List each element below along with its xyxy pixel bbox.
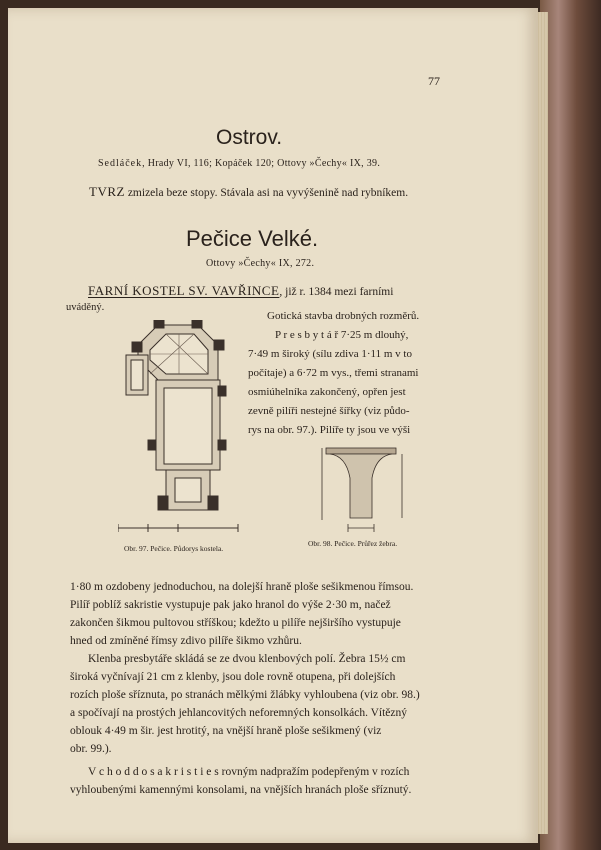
kostel-line-2: uváděný. bbox=[66, 302, 105, 313]
kostel-rest: , již r. 1384 mezi farními bbox=[279, 286, 394, 298]
page-number: 77 bbox=[428, 74, 440, 88]
right-col-line-7: rys na obr. 97.). Pilíře ty jsou ve výši bbox=[248, 424, 411, 436]
paragraph-line-8: a spočívají na prostých jehlancovitých neforemných konsolkách. Vítězný bbox=[70, 707, 408, 719]
figure-97-caption: Obr. 97. Pečice. Půdorys kostela. bbox=[124, 544, 224, 553]
floor-plan-figure bbox=[118, 320, 248, 540]
rib-section-figure bbox=[318, 438, 408, 538]
right-col-line-2: P r e s b y t á ř 7·25 m dlouhý, bbox=[275, 329, 409, 341]
book-cover-edge bbox=[540, 0, 601, 850]
section-title-pecice: Pečice Velké. bbox=[186, 226, 319, 251]
right-col-line-4: počítaje) a 6·72 m vys., třemi stranami bbox=[248, 367, 419, 379]
book-page bbox=[8, 8, 538, 843]
ostrov-reference bbox=[98, 158, 380, 169]
kostel-lead: FARNÍ KOSTEL SV. VAVŘINCE bbox=[88, 283, 280, 298]
paragraph-line-4: hned od zmíněné římsy zdivo pilíře šikmo vzhůru. bbox=[70, 635, 302, 647]
section-title-ostrov: Ostrov. bbox=[216, 126, 283, 149]
figure-98-caption: Obr. 98. Pečice. Průřez žebra. bbox=[308, 539, 398, 548]
paragraph-line-1: 1·80 m ozdobeny jednoduchou, na dolejší hraně ploše sešikmenou římsou. bbox=[70, 581, 414, 593]
paragraph-line-3: zakončen šikmou pultovou stříškou; kdežto u pilíře nejširšího vystupuje bbox=[70, 617, 401, 629]
right-col-line-6: zevně pilíři nestejné šířky (viz půdo- bbox=[248, 405, 410, 417]
paragraph-line-9: oblouk 4·49 m šir. jest hrotitý, na vnější hraně ploše sešikmený (viz bbox=[70, 725, 382, 737]
paragraph-line-7: rozích ploše sříznuta, po stranách mělkými žlábky vyhloubena (viz obr. 98.) bbox=[70, 689, 420, 701]
paragraph-line-10: obr. 99.). bbox=[70, 743, 112, 755]
right-col-line-3: 7·49 m široký (sílu zdiva 1·11 m v to bbox=[248, 348, 412, 360]
paragraph-line-2: Pilíř poblíž sakristie vystupuje pak jako hranol do výše 2·30 m, načež bbox=[70, 599, 391, 611]
paragraph-line-5: Klenba presbytáře skládá se ze dvou klenbových polí. Žebra 15½ cm bbox=[88, 653, 406, 665]
right-col-line-1: Gotická stavba drobných rozměrů. bbox=[267, 310, 420, 322]
tvrz-rest: zmizela beze stopy. Stávala asi na vyvýšenině nad rybníkem. bbox=[124, 187, 409, 199]
kostel-heading-line bbox=[88, 283, 393, 299]
reference-author: Sedláček bbox=[98, 158, 143, 169]
tvrz-lead: TVRZ bbox=[89, 184, 125, 199]
paragraph-line-6: široká vyčnívají 21 cm z klenby, jsou dole rovně otupena, při dolejších bbox=[70, 671, 396, 683]
pecice-reference: Ottovy »Čechy« IX, 272. bbox=[206, 258, 315, 269]
ostrov-description bbox=[89, 184, 408, 200]
paragraph-line-12: vyhloubenými kamennými konsolami, na vnějších hranách ploše sříznutý. bbox=[70, 784, 412, 796]
paragraph-line-11: V c h o d d o s a k r i s t i e s rovným nadpražím podepřeným v rozích bbox=[88, 766, 410, 778]
reference-rest: , Hrady VI, 116; Kopáček 120; Ottovy »Čechy« IX, 39. bbox=[142, 158, 381, 169]
right-col-line-5: osmiúhelníka zakončený, opřen jest bbox=[248, 386, 406, 398]
